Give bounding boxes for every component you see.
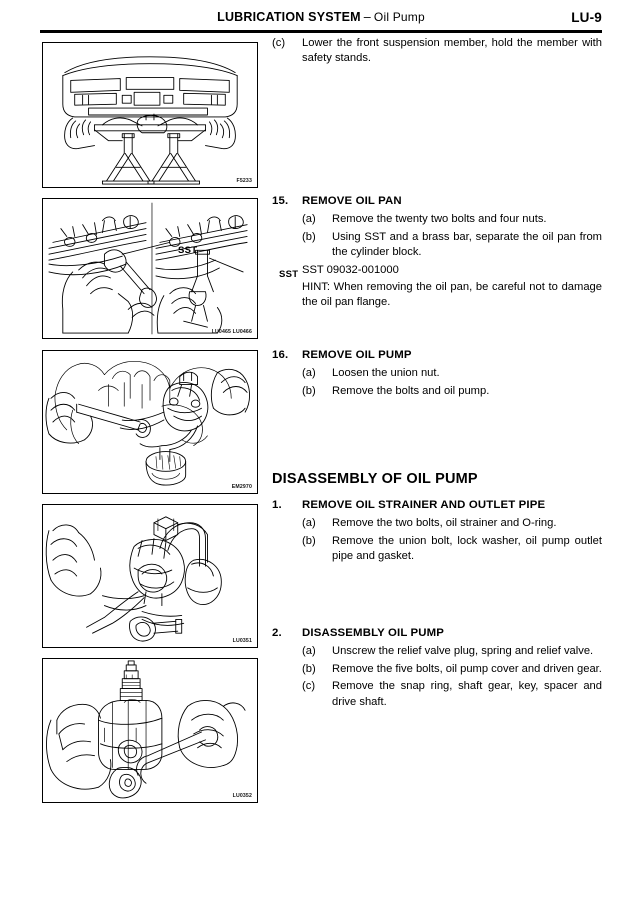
figure-oil-pump-removal-engine-view [42,350,258,494]
item-text: Remove the snap ring, shaft gear, key, spacer and drive shaft. [332,680,602,708]
item-text: Loosen the union nut. [332,367,440,379]
header-dash: – [363,10,371,24]
figure-3-code: EM2970 [231,484,252,490]
item-text: Remove the five bolts, oil pump cover and driven gear. [332,662,602,675]
hint-text: HINT: When removing the oil pan, be careful not to damage the oil pan flange. [302,281,602,309]
list-item [272,36,602,66]
item-marker: (b) [302,230,316,243]
list-item [272,384,602,399]
step-2 [272,626,602,712]
step-c-continued [272,36,602,69]
item-text: Remove the bolts and oil pump. [332,384,490,397]
step-15-title: REMOVE OIL PAN [302,195,402,207]
figure-1-artwork [43,43,257,187]
item-marker: (a) [302,517,316,529]
figure-2-code: LU0465 LU0466 [211,329,252,335]
step-1-heading [272,498,602,513]
list-item [272,534,602,564]
section-title: DISASSEMBLY OF OIL PUMP [272,471,478,487]
figure-3-artwork [43,351,257,493]
item-marker: (a) [302,213,316,225]
step-1-title: REMOVE OIL STRAINER AND OUTLET PIPE [302,499,546,511]
step-1-number: 1. [272,499,282,511]
list-item [272,644,602,659]
item-text: Using SST and a brass bar, separate the oil pan from the cylinder block. [332,230,602,258]
figure-oil-strainer-and-outlet-pipe-removal [42,504,258,648]
section-disassembly-of-oil-pump [272,470,602,488]
item-marker: (b) [302,384,316,397]
figure-4-code: LU0351 [232,638,252,644]
step-1 [272,498,602,567]
figure-5-code: LU0352 [232,793,252,799]
step-16 [272,348,602,401]
item-text: Remove the two bolts, oil strainer and O-ring. [332,517,557,529]
item-text: Remove the union bolt, lock washer, oil pump outlet pipe and gasket. [332,534,602,562]
header-subject: Oil Pump [373,10,425,24]
step-16-heading [272,348,602,363]
item-marker: (a) [302,367,316,379]
figure-front-suspension-on-safety-stands [42,42,258,188]
header-title [40,10,602,24]
header-system-name: LUBRICATION SYSTEM [217,10,361,24]
list-item [272,516,602,531]
step-2-title: DISASSEMBLY OIL PUMP [302,627,445,639]
item-text: Remove the twenty two bolts and four nuts. [332,213,547,225]
figure-2-label-sst-left: SST [178,245,198,256]
list-item [272,679,602,709]
sst-number: SST 09032-001000 [302,263,399,276]
header-rule [40,30,602,33]
figure-1-code: F5233 [236,178,252,184]
figure-2-artwork [43,199,257,338]
step-16-number: 16. [272,349,289,361]
item-marker: (b) [302,662,316,675]
step-2-number: 2. [272,627,282,639]
figure-2-label-sst-right: SST [279,269,299,280]
step-16-title: REMOVE OIL PUMP [302,349,412,361]
list-item [272,212,602,227]
figure-4-artwork [43,505,257,647]
item-marker: (c) [302,680,316,693]
step-15-number: 15. [272,195,289,207]
figure-5-artwork [43,659,257,802]
figure-oil-pump-disassembly-relief-valve-plug [42,658,258,803]
list-item [272,366,602,381]
page-number: LU-9 [571,10,602,25]
item-marker: (b) [302,534,316,547]
list-item [272,230,602,260]
step-15-heading [272,194,602,209]
list-item [272,662,602,677]
item-text: Lower the front suspension member, hold the member with safety stands. [302,37,602,65]
item-marker: (a) [302,645,316,657]
item-marker: (c) [272,37,286,49]
item-text: Unscrew the relief valve plug, spring and relief valve. [332,645,594,657]
step-15 [272,194,602,313]
step-2-heading [272,626,602,641]
